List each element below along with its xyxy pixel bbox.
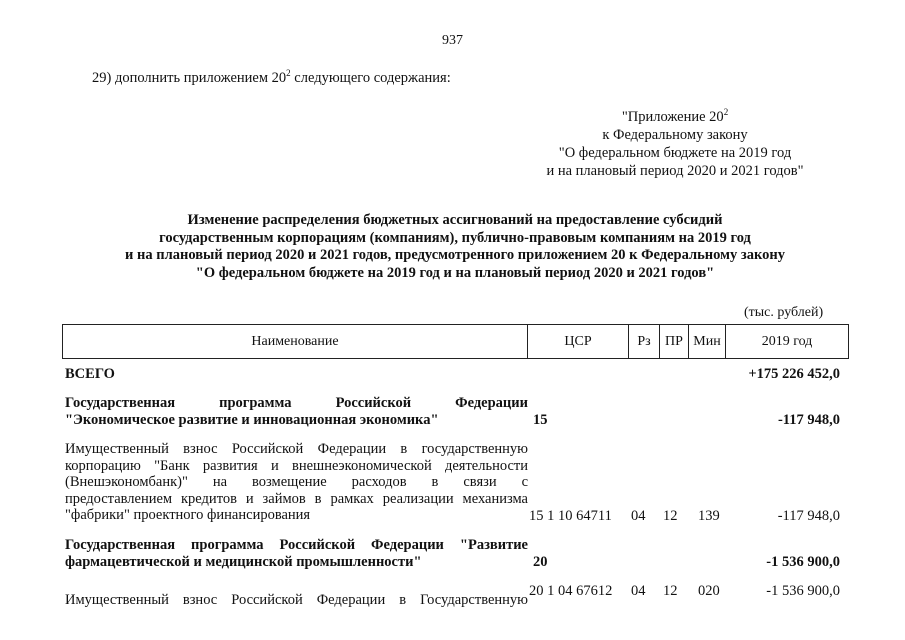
page-number: 937 bbox=[442, 33, 463, 48]
item-2-value: -1 536 900,0 bbox=[766, 583, 840, 599]
item-1-rz: 04 bbox=[631, 508, 646, 524]
item-2-csr: 20 1 04 67612 bbox=[529, 583, 613, 599]
document-heading: Изменение распределения бюджетных ассигнований на предоставление субсидий государственным корпорациям (компаниям), публично-правовым компаниям на 2019 год и на плановый период 2020 и 2021 годов, предусмотренного приложением 20 к Федеральному закону "О федеральном бюджете на 2019 год и на плановый период 2020 и 2021 годов" bbox=[125, 212, 785, 281]
total-label: ВСЕГО bbox=[65, 366, 115, 382]
intro-text: 29) дополнить приложением $20^2$ следующего содержания: bbox=[92, 68, 451, 86]
item-2-min: 020 bbox=[698, 583, 720, 599]
header-name: Наименование bbox=[63, 325, 528, 359]
header-csr: ЦСР bbox=[528, 325, 629, 359]
header-pr: ПР bbox=[660, 325, 689, 359]
program-1-value: -117 948,0 bbox=[777, 412, 840, 428]
program-2-value: -1 536 900,0 bbox=[766, 554, 840, 570]
total-value: +175 226 452,0 bbox=[748, 366, 840, 382]
item-2-pr: 12 bbox=[663, 583, 678, 599]
program-2-csr: 20 bbox=[533, 554, 548, 570]
header-rz: Рз bbox=[629, 325, 660, 359]
item-2-rz: 04 bbox=[631, 583, 646, 599]
item-2-name: Имущественный взнос Российской Федерации в Государственную bbox=[65, 592, 528, 608]
units-label: (тыс. рублей) bbox=[744, 305, 824, 320]
item-1-csr: 15 1 10 64711 bbox=[529, 508, 612, 524]
program-1-name: Государственная программа Российской Федерации "Экономическое развитие и инновационная экономика" bbox=[65, 395, 528, 428]
item-1-name: Имущественный взнос Российской Федерации в государственную корпорацию "Банк развития и внешнеэкономической деятельности (Внешэкономбанк)" на возмещение расходов в связи с предоставлением кредитов и займов в рамках реализации механизма "фабрики" проектного финансирования bbox=[65, 441, 528, 523]
appendix-caption: "Приложение $20^2$ к Федеральному закону "О федеральном бюджете на 2019 год и на плановый период 2020 и 2021 годов" bbox=[546, 107, 804, 179]
header-year: 2019 год bbox=[726, 325, 849, 359]
program-1-csr: 15 bbox=[533, 412, 548, 428]
item-1-pr: 12 bbox=[663, 508, 678, 524]
header-min: Мин bbox=[689, 325, 726, 359]
table-header bbox=[62, 324, 849, 359]
item-1-value: -117 948,0 bbox=[777, 508, 840, 524]
item-1-min: 139 bbox=[698, 508, 720, 524]
program-2-name: Государственная программа Российской Федерации "Развитие фармацевтической и медицинской промышленности" bbox=[65, 537, 528, 570]
